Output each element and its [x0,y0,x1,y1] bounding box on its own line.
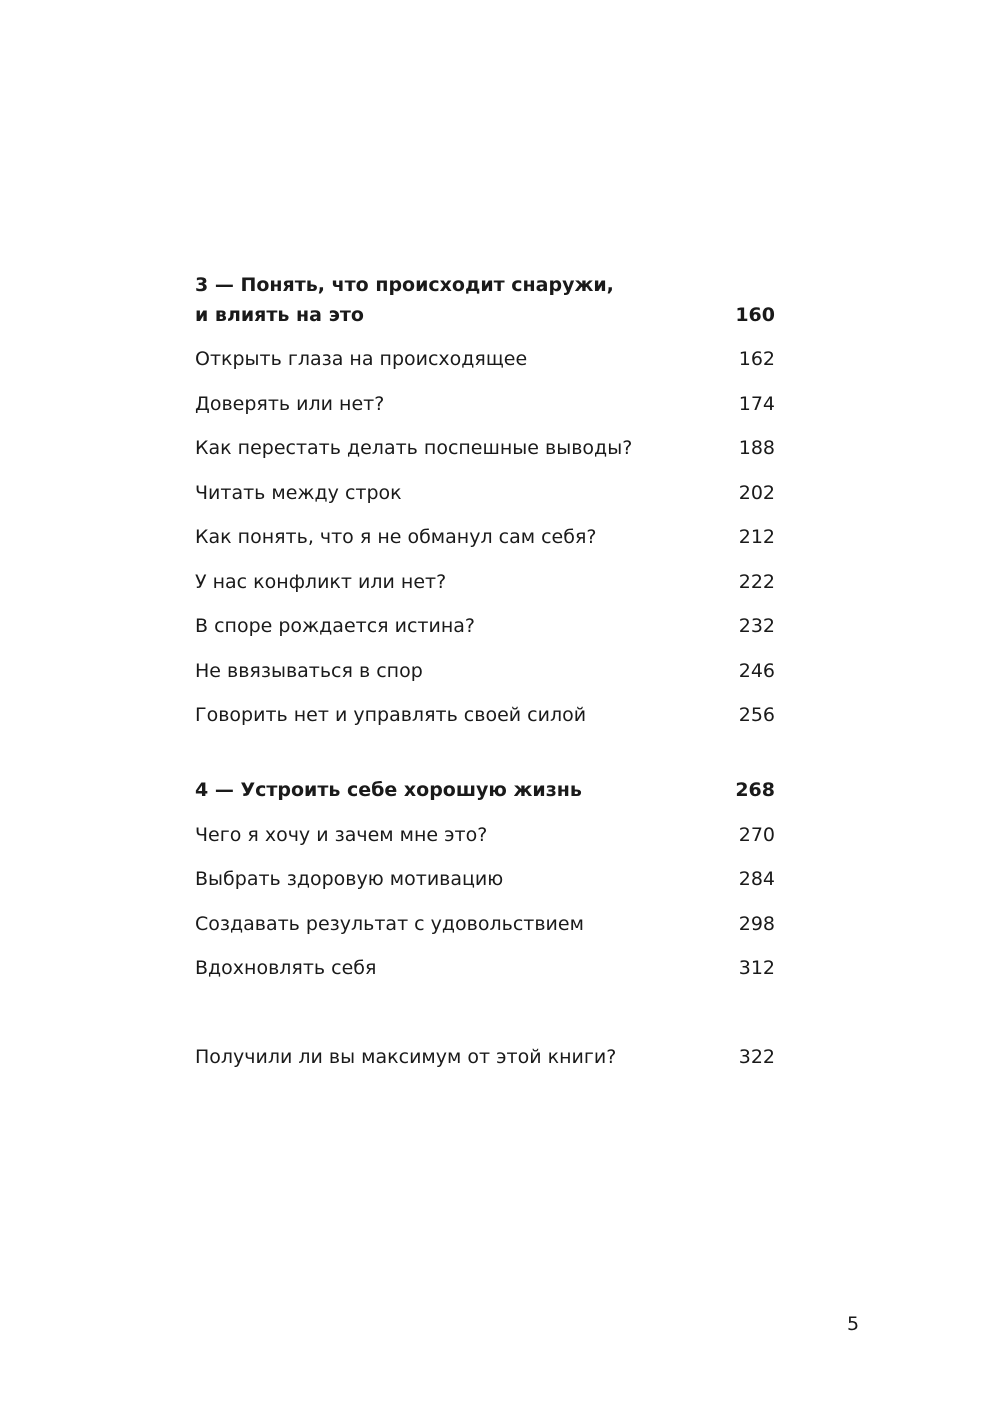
toc-entry-page: 222 [738,571,775,593]
section-3-heading-line2: и влиять на это [195,304,364,326]
toc-entry-title: У нас конфликт или нет? [195,571,447,593]
toc-entry [195,909,775,939]
toc-entry [195,656,775,686]
toc-entry [195,389,775,419]
toc-entry [195,820,775,850]
toc-entry [195,864,775,894]
section-3-heading-row [195,300,775,330]
toc-entry-page: 212 [738,526,775,548]
section-3-page-number: 160 [735,304,775,326]
toc-entry-title: Как понять, что я не обманул сам себя? [195,526,597,548]
toc-entry [195,700,775,730]
toc-entry [195,611,775,641]
toc-entry-page: 256 [738,704,775,726]
toc-entry-title: Доверять или нет? [195,393,385,415]
toc-entry-page: 298 [738,913,775,935]
toc-entry [195,433,775,463]
toc-entry-page: 162 [738,348,775,370]
toc-entry-title: В споре рождается истина? [195,615,475,637]
toc-entry-title: Выбрать здоровую мотивацию [195,868,504,890]
toc-entry-title: Говорить нет и управлять своей силой [195,704,587,726]
toc-entry [195,953,775,983]
section-4-page-number: 268 [735,779,775,801]
page-number: 5 [846,1313,860,1335]
toc-entry [195,522,775,552]
toc-entry-page: 312 [738,957,775,979]
toc-entry [195,344,775,374]
toc-entry-title: Создавать результат с удовольствием [195,913,584,935]
toc-entry-title: Не ввязываться в спор [195,660,423,682]
toc-entry-title: Открыть глаза на происходящее [195,348,528,370]
toc-entry-page: 202 [738,482,775,504]
toc-entry-page: 284 [738,868,775,890]
toc-entry-title: Чего я хочу и зачем мне это? [195,824,488,846]
toc-entry-title: Читать между строк [195,482,402,504]
toc-entry-page: 174 [738,393,775,415]
section-4-heading: 4 — Устроить себе хорошую жизнь [195,779,582,801]
section-4-heading-row [195,775,775,805]
toc-entry-final [195,1042,775,1072]
section-3-heading-line1: 3 — Понять, что происходит снаружи, [195,274,614,296]
toc-entry-page: 270 [738,824,775,846]
toc-entry-title: Как перестать делать поспешные выводы? [195,437,633,459]
toc-entry [195,567,775,597]
toc-entry [195,478,775,508]
toc-entry-page: 188 [738,437,775,459]
toc-entry-page: 322 [738,1046,775,1068]
toc-entry-title: Получили ли вы максимум от этой книги? [195,1046,617,1068]
toc-entry-title: Вдохновлять себя [195,957,377,979]
toc-entry-page: 246 [738,660,775,682]
toc-entry-page: 232 [738,615,775,637]
